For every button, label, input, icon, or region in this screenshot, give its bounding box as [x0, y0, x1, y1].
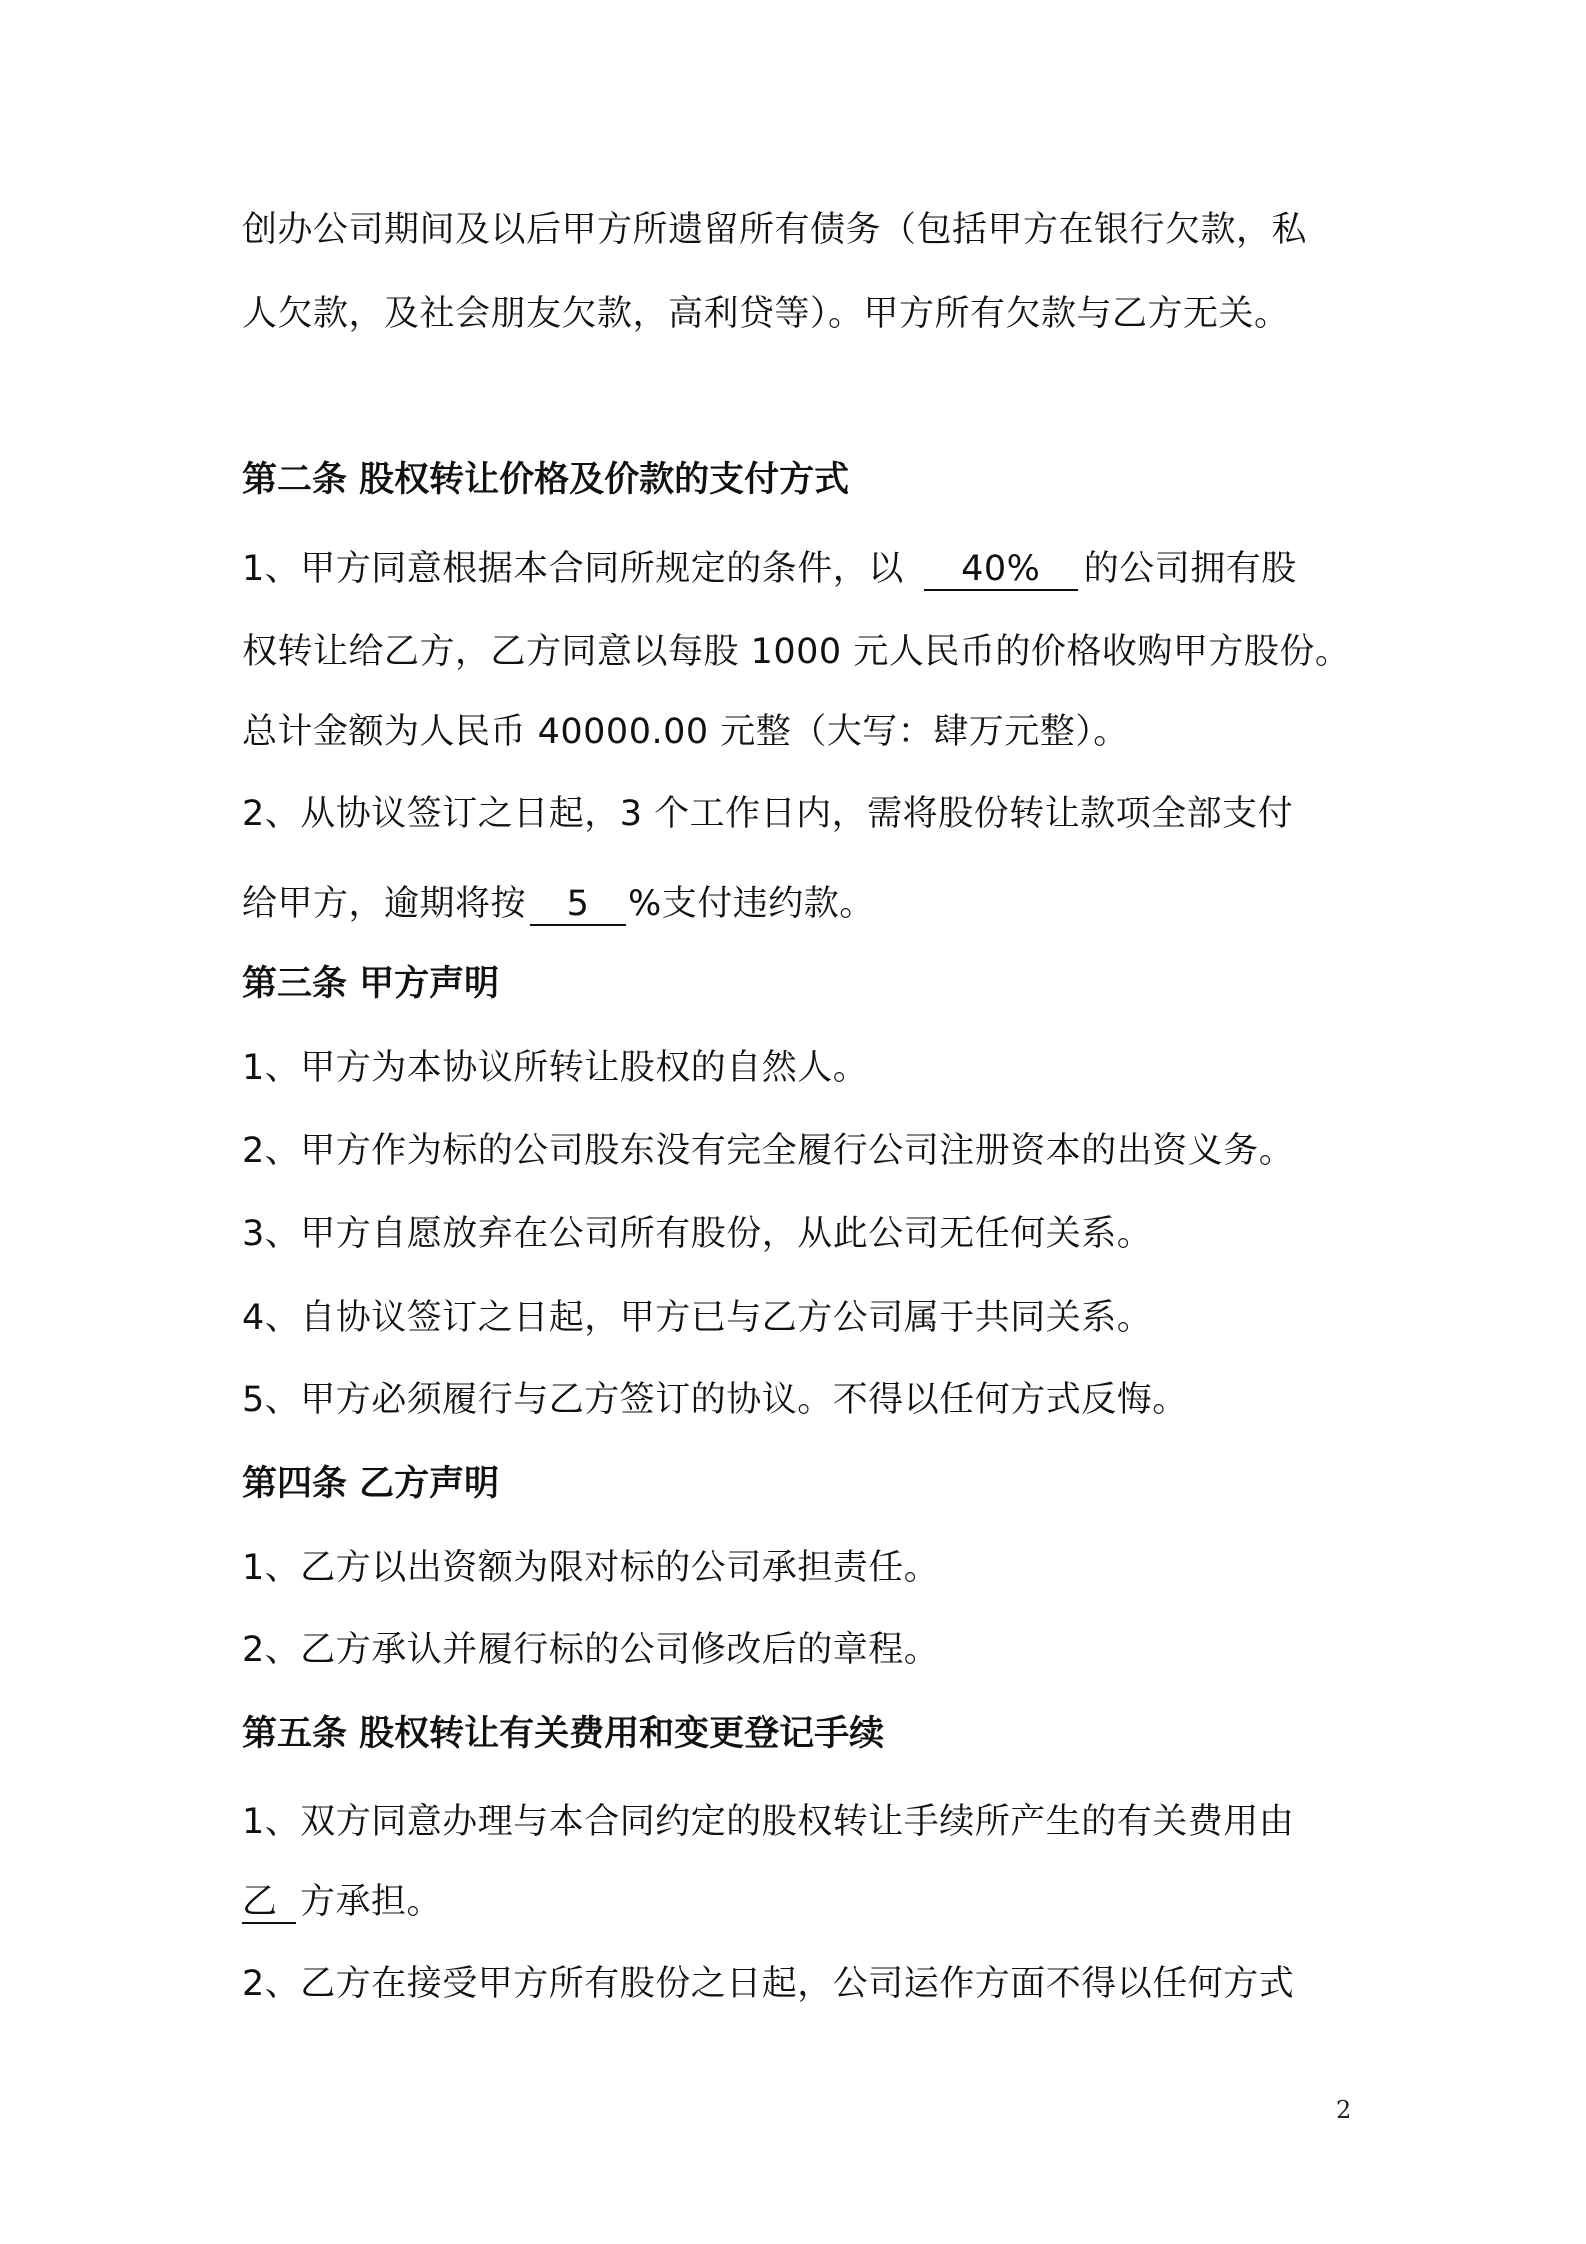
article-2-item-2-line-2: [242, 882, 1362, 926]
article-2-item-2-text-a: 给甲方，逾期将按: [242, 884, 527, 924]
article-2-item-1-line-2: 权转让给乙方，乙方同意以每股 1000 元人民币的价格收购甲方股份。: [242, 632, 1351, 672]
article-3-item: 1、甲方为本协议所转让股权的自然人。: [242, 1048, 869, 1088]
article-2-heading: 第二条 股权转让价格及价款的支付方式: [242, 460, 850, 500]
article-2-item-1-text-b: 的公司拥有股: [1083, 549, 1297, 589]
article-5-item-1-line-1: 1、双方同意办理与本合同约定的股权转让手续所产生的有关费用由: [242, 1802, 1295, 1842]
article-4-item: 1、乙方以出资额为限对标的公司承担责任。: [242, 1548, 940, 1588]
article-5-item-2-line-1: 2、乙方在接受甲方所有股份之日起，公司运作方面不得以任何方式: [242, 1964, 1295, 2004]
penalty-rate-blank: 5: [530, 884, 626, 926]
fee-bearer-blank: 乙: [242, 1882, 296, 1924]
article-3-item: 4、自协议签订之日起，甲方已与乙方公司属于共同关系。: [242, 1298, 1153, 1338]
article-5-heading: 第五条 股权转让有关费用和变更登记手续: [242, 1714, 885, 1754]
article-3-item: 2、甲方作为标的公司股东没有完全履行公司注册资本的出资义务。: [242, 1131, 1295, 1171]
article-4-item: 2、乙方承认并履行标的公司修改后的章程。: [242, 1630, 940, 1670]
intro-line-2: 人欠款，及社会朋友欠款，高利贷等）。甲方所有欠款与乙方无关。: [242, 294, 1290, 334]
article-2-item-1-line-3: 总计金额为人民币 40000.00 元整（大写：肆万元整）。: [242, 712, 1129, 752]
share-percentage-blank: 40%: [924, 549, 1078, 591]
intro-line-1: 创办公司期间及以后甲方所遗留所有债务（包括甲方在银行欠款，私: [242, 210, 1308, 250]
article-3-item: 3、甲方自愿放弃在公司所有股份，从此公司无任何关系。: [242, 1214, 1153, 1254]
article-2-item-2-text-b: %支付违约款。: [628, 884, 875, 924]
article-5-item-1-text-b: 方承担。: [300, 1882, 443, 1922]
article-2-item-1-text-a: 1、甲方同意根据本合同所规定的条件，以: [242, 549, 904, 589]
article-3-item: 5、甲方必须履行与乙方签订的协议。不得以任何方式反悔。: [242, 1380, 1188, 1420]
article-4-heading: 第四条 乙方声明: [242, 1464, 500, 1504]
article-3-heading: 第三条 甲方声明: [242, 964, 500, 1004]
page-number: 2: [1336, 2096, 1352, 2124]
article-2-item-2-line-1: 2、从协议签订之日起，3 个工作日内，需将股份转让款项全部支付: [242, 794, 1294, 834]
article-2-item-1-line-1: [242, 547, 1362, 591]
article-5-item-1-line-2: [242, 1880, 1362, 1924]
